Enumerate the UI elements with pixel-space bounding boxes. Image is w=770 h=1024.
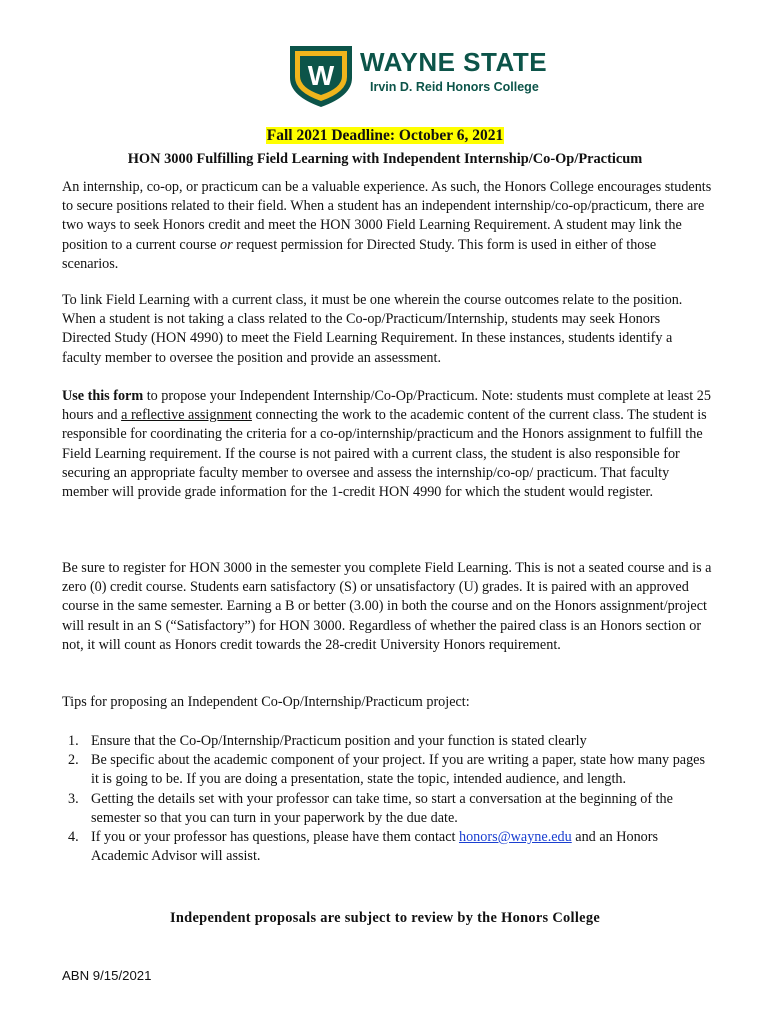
intro-paragraph: [62, 178, 712, 274]
list-item: [62, 828, 712, 866]
document-subtitle: HON 3000 Fulfilling Field Learning with Independent Internship/Co-Op/Practicum: [127, 151, 643, 167]
logo-title: WAYNE STATE: [360, 47, 548, 77]
field-learning-paragraph: To link Field Learning with a current class, it must be one wherein the course outcomes relate to the position. When a student is not taking a class related to the Co-op/Practicum/Internship, students may seek Honors Directed Study (HON 4990) to meet the Field Learning Requirement. In these instances, students identify a faculty member to oversee the position and provide an assessment.: [62, 292, 683, 366]
list-number: 1.: [68, 733, 79, 749]
list-item: [62, 732, 712, 751]
registration-paragraph: Be sure to register for HON 3000 in the semester you complete Field Learning. This is not a seated course and is a zero (0) credit course. Students earn satisfactory (S) or unsatisfactory (U) grades. It is paired with an approved course in the same semester. Earning a B or better (3.00) in both the course and on the Honors assignment/project will result in an S (“Satisfactory”) for HON 3000. Regardless of whether the paired class is an Honors section or not, it will count as Honors credit towards the 28-credit University Honors requirement.: [62, 560, 712, 653]
tips-intro: Tips for proposing an Independent Co-Op/Internship/Practicum project:: [62, 694, 470, 710]
list-number: 3.: [68, 790, 79, 807]
list-item: [62, 751, 712, 789]
emblem-letter: W: [307, 60, 335, 91]
deadline-heading: [0, 127, 770, 145]
list-text-part1: If you or your professor has questions, please have them contact: [91, 829, 459, 846]
p1-part2: request permission for Directed Study. This form is used in either of those scenarios.: [62, 236, 657, 272]
p1-part1: An internship, co-op, or practicum can be a valuable experience. As such, the Honors College encourages students to secure positions related to their field. When a student has an independent internship/co-op/practicum, there are two ways to seek Honors credit and meet the HON 3000 Field Learning Requirement. A student may link the position to a current course: [62, 179, 712, 253]
p3-bold: Use this form: [62, 388, 144, 404]
p3-part2: connecting the work to the academic content of the current class. The student is responsible for coordinating the criteria for a co-op/internship/practicum and the Honors assignment to fulfill the Field Learning requirement. If the course is not paired with a current class, the student is also responsible for securing an appropriate faculty member to oversee and assess the internship/co-op/ practicum. That faculty member will provide grade information for the 1-credit HON 4990 for which the student would register.: [62, 407, 707, 501]
list-text: Be specific about the academic component of your project. If you are writing a paper, state how many pages it is going to be. If you are doing a presentation, state the topic, intended audience, and length.: [91, 752, 705, 788]
use-form-paragraph: [62, 387, 712, 502]
tips-list: [62, 732, 712, 866]
wayne-state-honors-logo: [288, 44, 548, 108]
p3-underline: a reflective assignment: [121, 407, 252, 424]
wayne-state-shield-icon: [288, 44, 354, 108]
list-text: Getting the details set with your professor can take time, so start a conversation at the beginning of the semester so that you can turn in your paperwork by the due date.: [91, 790, 673, 826]
list-text-part2: and an Honors Academic Advisor will assist.: [91, 829, 659, 865]
list-number: 4.: [68, 829, 79, 846]
review-notice: Independent proposals are subject to review by the Honors College: [169, 910, 601, 926]
p3-part1: to propose your Independent Internship/Co-Op/Practicum. Note: students must complete at least 25 hours and: [62, 388, 711, 424]
list-text: Ensure that the Co-Op/Internship/Practicum position and your function is stated clearly: [91, 733, 587, 749]
honors-email-link[interactable]: honors@wayne.edu: [458, 829, 572, 846]
logo-subtitle: Irvin D. Reid Honors College: [370, 80, 539, 94]
list-item: [62, 790, 712, 828]
revision-label: ABN 9/15/2021: [62, 968, 152, 983]
list-number: 2.: [68, 752, 79, 769]
p1-or: or: [220, 236, 233, 253]
deadline-highlight: Fall 2021 Deadline: October 6, 2021: [266, 127, 504, 144]
